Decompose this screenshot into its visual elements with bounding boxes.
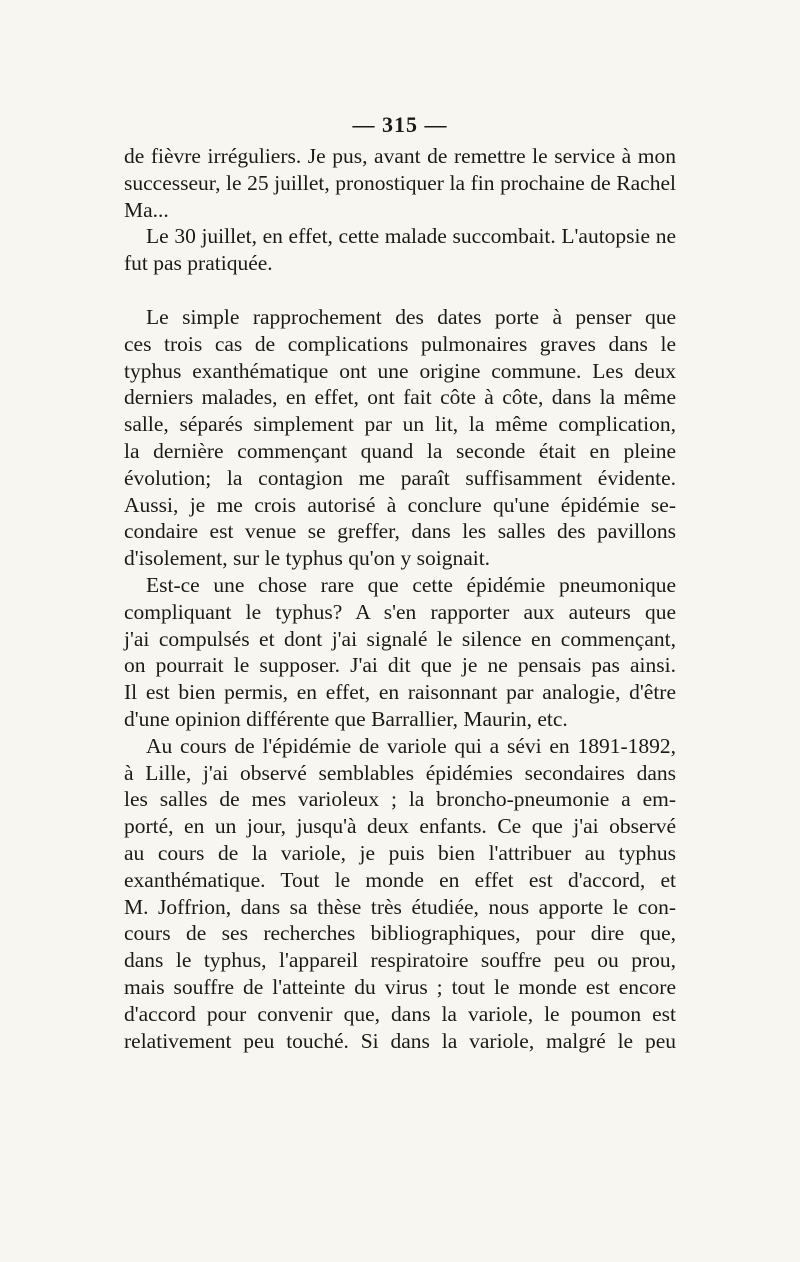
text-line: relativement peu touché. Si dans la variole, malgré le peu xyxy=(124,1028,676,1053)
text-line: exanthématique. Tout le monde en effet est d'accord, et xyxy=(124,867,676,892)
page-number: — 315 — xyxy=(352,112,448,137)
text-line: à Lille, j'ai observé semblables épidémies secondaires dans xyxy=(124,760,676,785)
text-line: mais souffre de l'atteinte du virus ; tout le monde est encore xyxy=(124,974,676,999)
text-line: cours de ses recherches bibliographiques, pour dire que, xyxy=(124,921,676,946)
text-line: salle, séparés simplement par un lit, la même complication, xyxy=(124,412,676,437)
text-line: d'accord pour convenir que, dans la variole, le poumon est xyxy=(124,1001,676,1026)
text-line: successeur, le 25 juillet, pronostiquer la fin prochaine de Rachel xyxy=(124,170,676,195)
paragraph-autopsy xyxy=(124,223,676,277)
text-line: Au cours de l'épidémie de variole qui a sévi en 1891-1892, xyxy=(146,733,676,758)
text-line: la dernière commençant quand la seconde était en pleine xyxy=(124,438,676,463)
text-line: au cours de la variole, je puis bien l'attribuer au typhus xyxy=(124,840,676,865)
text-line: évolution; la contagion me paraît suffisamment évidente. xyxy=(124,465,676,490)
text-line: typhus exanthématique ont une origine commune. Les deux xyxy=(124,358,676,383)
text-line: Aussi, je me crois autorisé à conclure qu'une épidémie se- xyxy=(124,492,676,517)
text-line: d'une opinion différente que Barrallier, Maurin, etc. xyxy=(124,706,568,731)
text-line: fut pas pratiquée. xyxy=(124,251,273,276)
text-line: condaire est venue se greffer, dans les salles des pavillons xyxy=(124,519,676,544)
text-line: Le simple rapprochement des dates porte à penser que xyxy=(146,304,676,329)
text-line: j'ai compulsés et dont j'ai signalé le silence en commençant, xyxy=(124,626,676,651)
text-line: de fièvre irréguliers. Je pus, avant de remettre le service à mon xyxy=(124,144,676,168)
text-line: d'isolement, sur le typhus qu'on y soignait. xyxy=(124,546,491,571)
text-line: ces trois cas de complications pulmonaires graves dans le xyxy=(124,331,676,356)
text-line: porté, en un jour, jusqu'à deux enfants. Ce que j'ai observé xyxy=(124,814,676,839)
paragraph-continued xyxy=(124,143,676,223)
text-line: compliquant le typhus? A s'en rapporter aux auteurs que xyxy=(124,599,676,624)
body-text xyxy=(124,143,676,1054)
text-line: M. Joffrion, dans sa thèse très étudiée, nous apporte le con- xyxy=(124,894,676,919)
text-line: Le 30 juillet, en effet, cette malade succombait. L'autopsie ne xyxy=(146,224,676,249)
text-line: Est-ce une chose rare que cette épidémie pneumonique xyxy=(146,572,676,597)
text-line: Il est bien permis, en effet, en raisonnant par analogie, d'être xyxy=(124,680,676,705)
paragraph-epidemie xyxy=(124,572,676,733)
text-line: on pourrait le supposer. J'ai dit que je ne pensais pas ainsi. xyxy=(124,653,676,678)
paragraph-variole xyxy=(124,733,676,1055)
text-line: derniers malades, en effet, ont fait côte à côte, dans la même xyxy=(124,385,676,410)
text-line: les salles de mes varioleux ; la broncho-pneumonie a em- xyxy=(124,787,676,812)
paragraph-rapprochement xyxy=(124,304,676,572)
text-line: Ma... xyxy=(124,197,169,222)
text-line: dans le typhus, l'appareil respiratoire souffre peu ou prou, xyxy=(124,948,676,973)
